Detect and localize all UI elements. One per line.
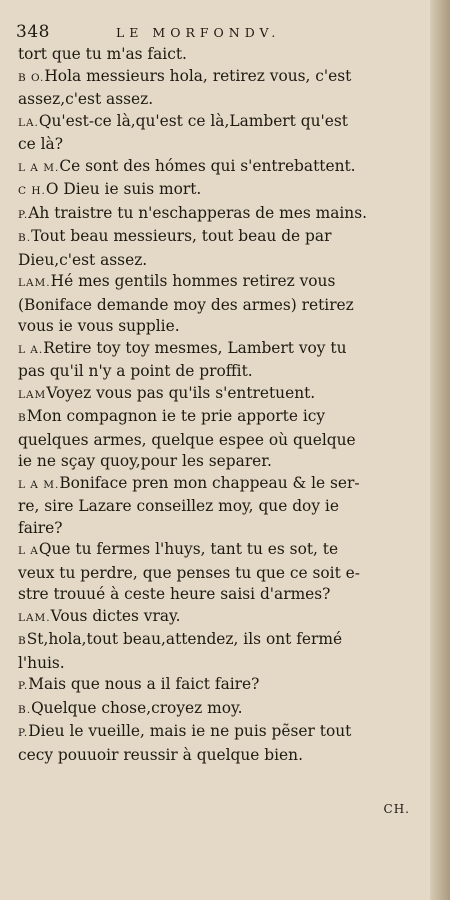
text-line xyxy=(18,338,416,362)
line-text: quelques armes, quelque espee où quelque xyxy=(18,430,356,449)
line-text: Retire toy toy mesmes, Lambert voy tu xyxy=(43,338,347,357)
text-line xyxy=(18,361,416,383)
line-text: Dieu,c'est assez. xyxy=(18,250,148,269)
line-text: Hé mes gentils hommes retirez vous xyxy=(50,272,336,290)
line-text: Ah traistre tu n'eschapperas de mes mains. xyxy=(28,203,368,222)
book-spine-shadow xyxy=(430,0,450,900)
text-line xyxy=(18,316,416,338)
text-line xyxy=(18,66,416,90)
catchword: CH. xyxy=(383,802,410,816)
speaker-tag: L A M. xyxy=(18,478,60,491)
line-text: cecy pouuoir reussir à quelque bien. xyxy=(18,745,303,764)
text-line xyxy=(18,496,416,518)
text-line xyxy=(18,89,416,111)
line-text: Boniface pren mon chappeau & le ser- xyxy=(59,473,360,492)
running-title: LE MORFONDV. xyxy=(116,25,281,40)
speaker-tag: B O. xyxy=(18,71,45,84)
page-number: 348 xyxy=(16,22,50,42)
text-line xyxy=(18,179,416,203)
line-text: Qu'est-ce là,qu'est ce là,Lambert qu'est xyxy=(38,111,348,130)
line-text: St,hola,tout beau,attendez, ils ont fermé xyxy=(26,630,343,648)
speaker-tag: C H. xyxy=(18,185,46,197)
line-text: veux tu perdre, que penses tu que ce soit e- xyxy=(18,563,360,582)
line-text: pas qu'il n'y a point de proffit. xyxy=(18,362,253,380)
line-text: Mais que nous a il faict faire? xyxy=(28,675,260,693)
text-line xyxy=(18,44,416,66)
text-line xyxy=(18,134,416,156)
text-line xyxy=(18,430,416,452)
line-text: Voyez vous pas qu'ils s'entretuent. xyxy=(46,383,316,402)
text-line xyxy=(18,226,416,250)
text-line xyxy=(18,563,416,585)
line-text: ie ne sçay quoy,pour les separer. xyxy=(18,452,272,470)
line-text: stre trouué à ceste heure saisi d'armes? xyxy=(18,585,331,603)
dialogue-text-block xyxy=(18,44,416,766)
speaker-tag: L A xyxy=(18,545,39,557)
line-text: Que tu fermes l'huys, tant tu es sot, te xyxy=(38,540,339,558)
text-line xyxy=(18,674,416,698)
speaker-tag: LAM xyxy=(18,388,47,401)
speaker-tag: P. xyxy=(18,680,29,692)
text-line xyxy=(18,584,416,606)
line-text: Hola messieurs hola, retirez vous, c'est xyxy=(44,66,352,85)
speaker-tag: LAM. xyxy=(18,611,51,624)
speaker-tag: P. xyxy=(18,727,29,739)
text-line xyxy=(18,406,416,430)
page-header xyxy=(16,22,416,44)
line-text: Ce sont des hómes qui s'entrebattent. xyxy=(59,156,356,175)
text-line xyxy=(18,111,416,135)
line-text: faire? xyxy=(18,518,63,537)
line-text: O Dieu ie suis mort. xyxy=(45,180,202,198)
line-text: tort que tu m'as faict. xyxy=(18,45,187,63)
line-text: l'huis. xyxy=(18,653,65,672)
line-text: assez,c'est assez. xyxy=(18,90,154,108)
text-line xyxy=(18,383,416,407)
text-line xyxy=(18,606,416,630)
line-text: Dieu le vueille, mais ie ne puis pẽser tout xyxy=(28,722,352,740)
text-line xyxy=(18,250,416,272)
speaker-tag: B xyxy=(18,412,27,424)
text-line xyxy=(18,156,416,180)
speaker-tag: B xyxy=(18,635,27,647)
text-line xyxy=(18,203,416,227)
text-line xyxy=(18,473,416,497)
speaker-tag: B. xyxy=(18,232,32,244)
line-text: (Boniface demande moy des armes) retirez xyxy=(18,295,354,314)
line-text: Tout beau messieurs, tout beau de par xyxy=(31,227,332,245)
line-text: Mon compagnon ie te prie apporte icy xyxy=(26,407,326,425)
text-line xyxy=(18,539,416,563)
speaker-tag: P. xyxy=(18,208,29,221)
line-text: ce là? xyxy=(18,135,63,153)
text-line xyxy=(18,629,416,653)
line-text: Quelque chose,croyez moy. xyxy=(31,698,243,717)
text-line xyxy=(18,745,416,767)
text-line xyxy=(18,518,416,540)
line-text: re, sire Lazare conseillez moy, que doy ie xyxy=(18,497,339,515)
text-line xyxy=(18,698,416,722)
speaker-tag: LA. xyxy=(18,116,39,129)
speaker-tag: B. xyxy=(18,703,32,716)
text-line xyxy=(18,653,416,675)
text-line xyxy=(18,451,416,473)
text-line xyxy=(18,721,416,745)
line-text: vous ie vous supplie. xyxy=(18,317,180,335)
speaker-tag: L A M. xyxy=(18,161,60,174)
line-text: Vous dictes vray. xyxy=(50,606,181,625)
text-line xyxy=(18,295,416,317)
speaker-tag: L A. xyxy=(18,343,44,356)
text-line xyxy=(18,271,416,295)
speaker-tag: LAM. xyxy=(18,277,51,289)
